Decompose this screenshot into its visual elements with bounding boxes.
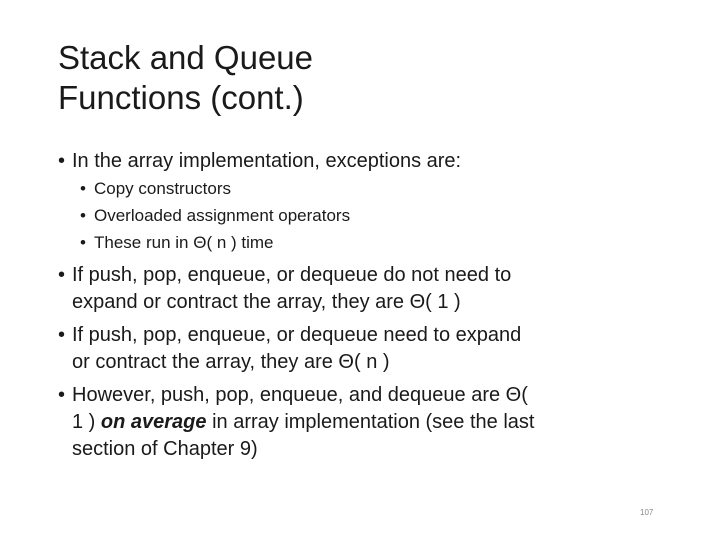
bullet-text: These run in Θ( n ) time	[94, 233, 274, 252]
bullet-text: In the array implementation, exceptions are:	[72, 150, 462, 172]
bullet-marker: •	[80, 233, 86, 252]
bullet-resize-cont: or contract the array, they are Θ( n )	[72, 351, 390, 373]
bullet-no-resize	[58, 262, 511, 289]
sub-bullet-run-time	[80, 229, 274, 256]
title-line-2: Functions (cont.)	[58, 79, 304, 116]
bullet-marker: •	[58, 384, 66, 406]
bullet-text: Overloaded assignment operators	[94, 206, 351, 225]
page-number: 107	[640, 508, 654, 517]
bullet-exceptions	[58, 148, 461, 175]
average-text-pre: 1 )	[72, 411, 101, 433]
bullet-marker: •	[80, 179, 86, 198]
bullet-resize	[58, 322, 521, 349]
bullet-text: Copy constructors	[94, 179, 231, 198]
bullet-text: If push, pop, enqueue, or dequeue need to expand	[72, 324, 522, 346]
sub-bullet-copy-constructors	[80, 175, 231, 202]
average-text-post: in array implementation (see the last	[206, 411, 535, 433]
bullet-marker: •	[58, 264, 66, 286]
bullet-text: However, push, pop, enqueue, and dequeue are Θ(	[72, 384, 528, 406]
bullet-no-resize-cont: expand or contract the array, they are Θ( 1 )	[72, 291, 461, 313]
bullet-text: If push, pop, enqueue, or dequeue do not need to	[72, 264, 512, 286]
slide-title	[58, 38, 658, 118]
sub-bullet-assignment-operators	[80, 202, 350, 229]
bullet-average	[58, 382, 528, 409]
bullet-average-cont-2: section of Chapter 9)	[72, 438, 258, 460]
bullet-marker: •	[58, 150, 66, 172]
on-average-emphasis: on average	[100, 411, 207, 433]
bullet-marker: •	[58, 324, 66, 346]
bullet-marker: •	[80, 206, 86, 225]
bullet-average-cont	[72, 409, 534, 436]
title-line-1: Stack and Queue	[58, 39, 314, 76]
